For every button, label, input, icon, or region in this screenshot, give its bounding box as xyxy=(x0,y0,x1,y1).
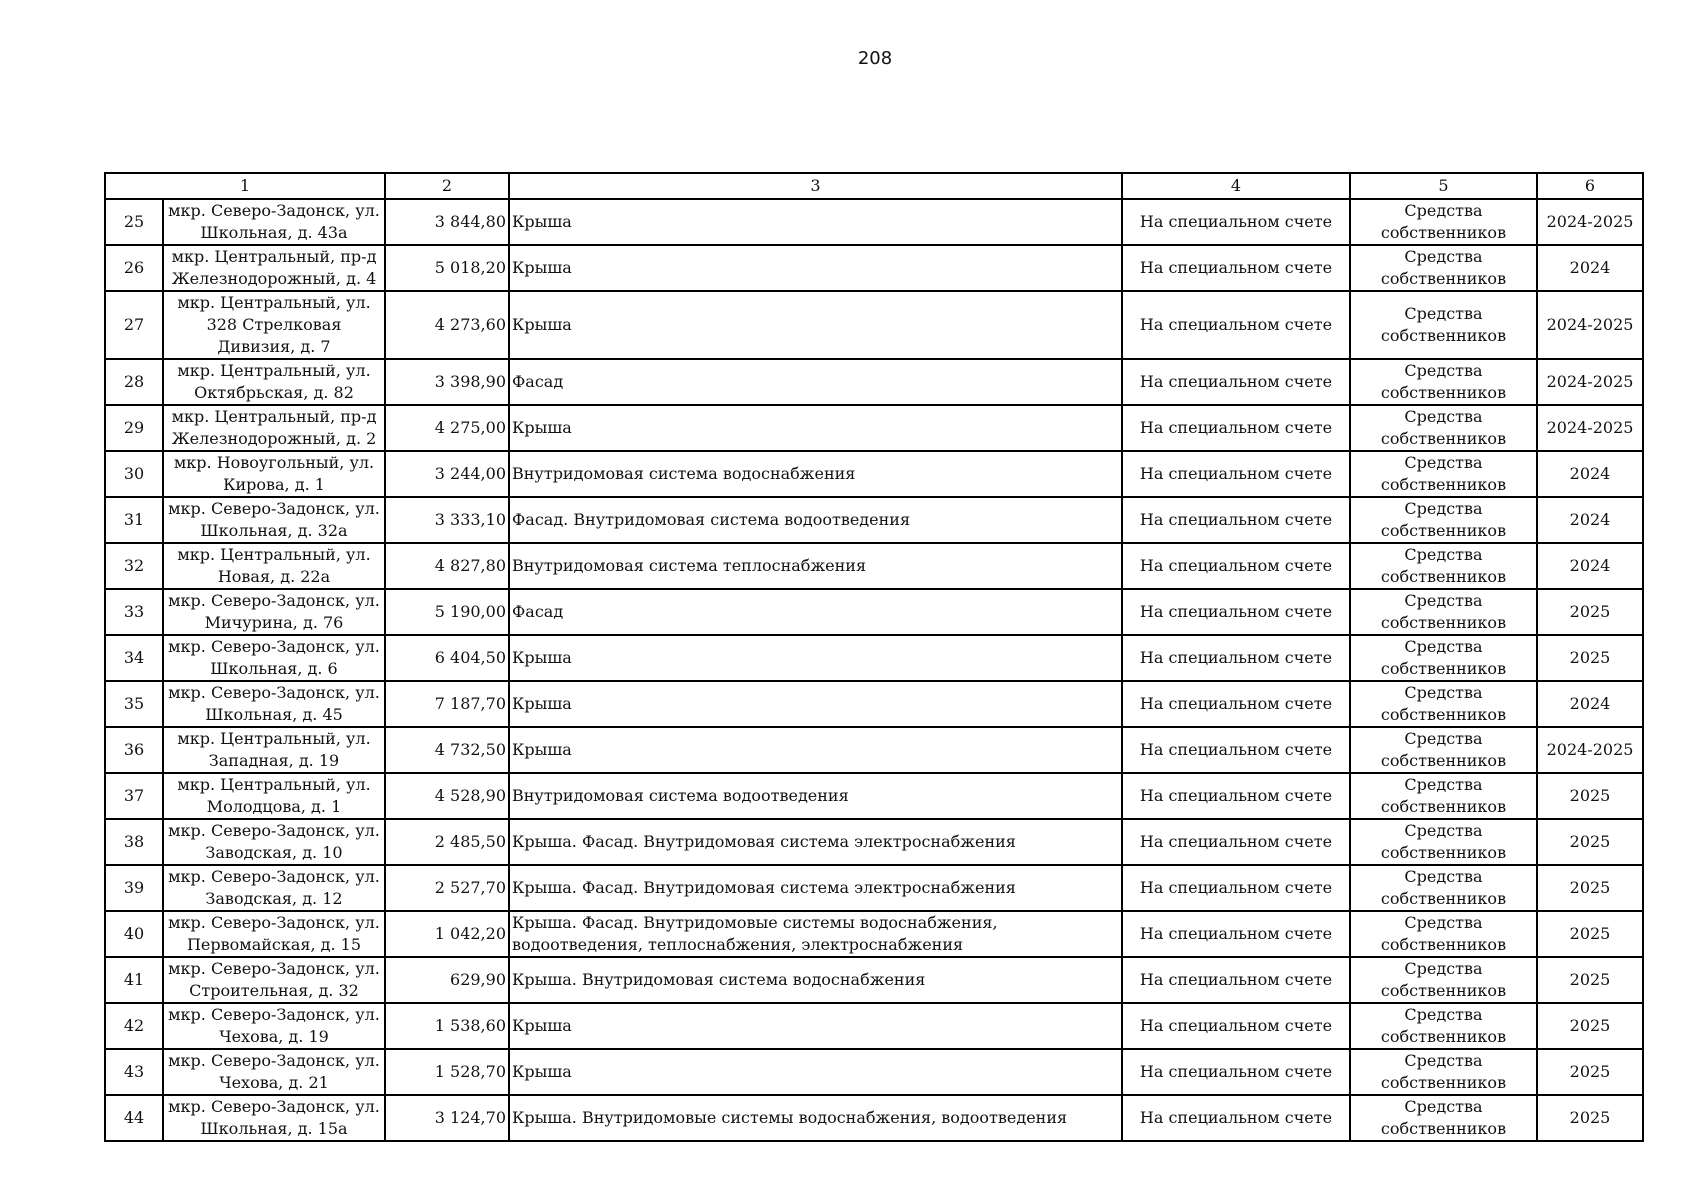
funding-source-cell: Средства собственников xyxy=(1350,1049,1537,1095)
table-row xyxy=(105,635,1643,681)
work-type-cell: Крыша xyxy=(509,635,1122,681)
period-cell: 2025 xyxy=(1537,819,1643,865)
table-row xyxy=(105,1095,1643,1141)
row-number-cell: 39 xyxy=(105,865,163,911)
work-type-cell: Крыша. Фасад. Внутридомовая система электроснабжения xyxy=(509,819,1122,865)
work-type-cell: Крыша xyxy=(509,1003,1122,1049)
table-row xyxy=(105,497,1643,543)
row-number-cell: 27 xyxy=(105,291,163,359)
area-cell: 4 827,80 xyxy=(385,543,509,589)
address-cell: мкр. Северо-Задонск, ул. Заводская, д. 12 xyxy=(163,865,385,911)
row-number-cell: 28 xyxy=(105,359,163,405)
table-row xyxy=(105,199,1643,245)
area-cell: 1 042,20 xyxy=(385,911,509,957)
table-row xyxy=(105,911,1643,957)
period-cell: 2024-2025 xyxy=(1537,359,1643,405)
period-cell: 2025 xyxy=(1537,911,1643,957)
row-number-cell: 40 xyxy=(105,911,163,957)
work-type-cell: Крыша. Внутридомовые системы водоснабжения, водоотведения xyxy=(509,1095,1122,1141)
area-cell: 6 404,50 xyxy=(385,635,509,681)
period-cell: 2024-2025 xyxy=(1537,199,1643,245)
work-type-cell: Фасад. Внутридомовая система водоотведения xyxy=(509,497,1122,543)
table-row xyxy=(105,1003,1643,1049)
header-row xyxy=(105,173,1643,199)
funding-method-cell: На специальном счете xyxy=(1122,245,1350,291)
area-cell: 3 398,90 xyxy=(385,359,509,405)
row-number-cell: 30 xyxy=(105,451,163,497)
address-cell: мкр. Новоугольный, ул. Кирова, д. 1 xyxy=(163,451,385,497)
funding-source-cell: Средства собственников xyxy=(1350,1095,1537,1141)
table-row xyxy=(105,451,1643,497)
table-row xyxy=(105,405,1643,451)
area-cell: 1 528,70 xyxy=(385,1049,509,1095)
area-cell: 4 528,90 xyxy=(385,773,509,819)
column-header: 4 xyxy=(1122,173,1350,199)
work-type-cell: Фасад xyxy=(509,359,1122,405)
work-type-cell: Фасад xyxy=(509,589,1122,635)
address-cell: мкр. Северо-Задонск, ул. Школьная, д. 15а xyxy=(163,1095,385,1141)
row-number-cell: 26 xyxy=(105,245,163,291)
funding-method-cell: На специальном счете xyxy=(1122,911,1350,957)
period-cell: 2025 xyxy=(1537,635,1643,681)
funding-source-cell: Средства собственников xyxy=(1350,451,1537,497)
row-number-cell: 25 xyxy=(105,199,163,245)
address-cell: мкр. Северо-Задонск, ул. Мичурина, д. 76 xyxy=(163,589,385,635)
row-number-cell: 42 xyxy=(105,1003,163,1049)
work-type-cell: Крыша. Фасад. Внутридомовая система электроснабжения xyxy=(509,865,1122,911)
funding-source-cell: Средства собственников xyxy=(1350,543,1537,589)
area-cell: 4 273,60 xyxy=(385,291,509,359)
period-cell: 2025 xyxy=(1537,957,1643,1003)
funding-source-cell: Средства собственников xyxy=(1350,727,1537,773)
funding-method-cell: На специальном счете xyxy=(1122,291,1350,359)
column-header: 5 xyxy=(1350,173,1537,199)
address-cell: мкр. Центральный, ул. Новая, д. 22а xyxy=(163,543,385,589)
area-cell: 3 333,10 xyxy=(385,497,509,543)
row-number-cell: 38 xyxy=(105,819,163,865)
address-cell: мкр. Центральный, ул. Молодцова, д. 1 xyxy=(163,773,385,819)
area-cell: 4 732,50 xyxy=(385,727,509,773)
address-cell: мкр. Северо-Задонск, ул. Школьная, д. 43а xyxy=(163,199,385,245)
funding-method-cell: На специальном счете xyxy=(1122,957,1350,1003)
work-type-cell: Крыша xyxy=(509,681,1122,727)
period-cell: 2024 xyxy=(1537,497,1643,543)
period-cell: 2025 xyxy=(1537,1003,1643,1049)
funding-method-cell: На специальном счете xyxy=(1122,451,1350,497)
area-cell: 1 538,60 xyxy=(385,1003,509,1049)
funding-method-cell: На специальном счете xyxy=(1122,1049,1350,1095)
period-cell: 2024 xyxy=(1537,681,1643,727)
funding-source-cell: Средства собственников xyxy=(1350,291,1537,359)
address-cell: мкр. Северо-Задонск, ул. Заводская, д. 10 xyxy=(163,819,385,865)
table-row xyxy=(105,865,1643,911)
funding-method-cell: На специальном счете xyxy=(1122,359,1350,405)
funding-method-cell: На специальном счете xyxy=(1122,589,1350,635)
funding-method-cell: На специальном счете xyxy=(1122,819,1350,865)
work-type-cell: Внутридомовая система теплоснабжения xyxy=(509,543,1122,589)
address-cell: мкр. Центральный, ул. 328 Стрелковая Дивизия, д. 7 xyxy=(163,291,385,359)
funding-method-cell: На специальном счете xyxy=(1122,199,1350,245)
address-cell: мкр. Северо-Задонск, ул. Чехова, д. 21 xyxy=(163,1049,385,1095)
address-cell: мкр. Центральный, ул. Западная, д. 19 xyxy=(163,727,385,773)
row-number-cell: 33 xyxy=(105,589,163,635)
funding-source-cell: Средства собственников xyxy=(1350,865,1537,911)
address-cell: мкр. Северо-Задонск, ул. Школьная, д. 6 xyxy=(163,635,385,681)
funding-method-cell: На специальном счете xyxy=(1122,543,1350,589)
column-header: 3 xyxy=(509,173,1122,199)
table-row xyxy=(105,589,1643,635)
funding-source-cell: Средства собственников xyxy=(1350,589,1537,635)
area-cell: 3 124,70 xyxy=(385,1095,509,1141)
period-cell: 2025 xyxy=(1537,1095,1643,1141)
column-header: 2 xyxy=(385,173,509,199)
table-row xyxy=(105,681,1643,727)
period-cell: 2024-2025 xyxy=(1537,405,1643,451)
funding-method-cell: На специальном счете xyxy=(1122,727,1350,773)
work-type-cell: Крыша xyxy=(509,199,1122,245)
table-row xyxy=(105,957,1643,1003)
period-cell: 2025 xyxy=(1537,589,1643,635)
row-number-cell: 29 xyxy=(105,405,163,451)
period-cell: 2024 xyxy=(1537,543,1643,589)
work-type-cell: Крыша xyxy=(509,1049,1122,1095)
row-number-cell: 34 xyxy=(105,635,163,681)
funding-method-cell: На специальном счете xyxy=(1122,773,1350,819)
row-number-cell: 41 xyxy=(105,957,163,1003)
area-cell: 2 485,50 xyxy=(385,819,509,865)
table-row xyxy=(105,291,1643,359)
row-number-cell: 37 xyxy=(105,773,163,819)
funding-method-cell: На специальном счете xyxy=(1122,865,1350,911)
address-cell: мкр. Северо-Задонск, ул. Школьная, д. 32а xyxy=(163,497,385,543)
funding-source-cell: Средства собственников xyxy=(1350,635,1537,681)
work-type-cell: Крыша. Фасад. Внутридомовые системы водоснабжения, водоотведения, теплоснабжения, электроснабжения xyxy=(509,911,1122,957)
column-header: 6 xyxy=(1537,173,1643,199)
work-type-cell: Крыша xyxy=(509,405,1122,451)
period-cell: 2024-2025 xyxy=(1537,727,1643,773)
table-row xyxy=(105,819,1643,865)
period-cell: 2025 xyxy=(1537,1049,1643,1095)
table-row xyxy=(105,543,1643,589)
row-number-cell: 35 xyxy=(105,681,163,727)
address-cell: мкр. Центральный, ул. Октябрьская, д. 82 xyxy=(163,359,385,405)
address-cell: мкр. Северо-Задонск, ул. Первомайская, д. 15 xyxy=(163,911,385,957)
funding-source-cell: Средства собственников xyxy=(1350,957,1537,1003)
row-number-cell: 36 xyxy=(105,727,163,773)
area-cell: 5 190,00 xyxy=(385,589,509,635)
work-type-cell: Крыша xyxy=(509,727,1122,773)
funding-method-cell: На специальном счете xyxy=(1122,635,1350,681)
capital-repair-table xyxy=(104,172,1644,1142)
row-number-cell: 31 xyxy=(105,497,163,543)
funding-source-cell: Средства собственников xyxy=(1350,497,1537,543)
period-cell: 2024 xyxy=(1537,451,1643,497)
funding-method-cell: На специальном счете xyxy=(1122,405,1350,451)
funding-source-cell: Средства собственников xyxy=(1350,405,1537,451)
period-cell: 2024 xyxy=(1537,245,1643,291)
period-cell: 2024-2025 xyxy=(1537,291,1643,359)
funding-source-cell: Средства собственников xyxy=(1350,245,1537,291)
funding-source-cell: Средства собственников xyxy=(1350,359,1537,405)
work-type-cell: Внутридомовая система водоснабжения xyxy=(509,451,1122,497)
table-body xyxy=(105,199,1643,1141)
row-number-cell: 43 xyxy=(105,1049,163,1095)
funding-source-cell: Средства собственников xyxy=(1350,199,1537,245)
table-row xyxy=(105,773,1643,819)
row-number-cell: 32 xyxy=(105,543,163,589)
period-cell: 2025 xyxy=(1537,865,1643,911)
page-number: 208 xyxy=(857,48,893,69)
funding-source-cell: Средства собственников xyxy=(1350,819,1537,865)
work-type-cell: Крыша. Внутридомовая система водоснабжения xyxy=(509,957,1122,1003)
address-cell: мкр. Северо-Задонск, ул. Строительная, д. 32 xyxy=(163,957,385,1003)
work-type-cell: Крыша xyxy=(509,291,1122,359)
funding-source-cell: Средства собственников xyxy=(1350,1003,1537,1049)
area-cell: 2 527,70 xyxy=(385,865,509,911)
address-cell: мкр. Центральный, пр-д Железнодорожный, д. 4 xyxy=(163,245,385,291)
column-header: 1 xyxy=(105,173,385,199)
funding-method-cell: На специальном счете xyxy=(1122,681,1350,727)
table-row xyxy=(105,359,1643,405)
area-cell: 3 244,00 xyxy=(385,451,509,497)
address-cell: мкр. Северо-Задонск, ул. Школьная, д. 45 xyxy=(163,681,385,727)
table-row xyxy=(105,245,1643,291)
area-cell: 3 844,80 xyxy=(385,199,509,245)
area-cell: 629,90 xyxy=(385,957,509,1003)
table-row xyxy=(105,727,1643,773)
period-cell: 2025 xyxy=(1537,773,1643,819)
funding-source-cell: Средства собственников xyxy=(1350,911,1537,957)
address-cell: мкр. Центральный, пр-д Железнодорожный, д. 2 xyxy=(163,405,385,451)
table-row xyxy=(105,1049,1643,1095)
funding-method-cell: На специальном счете xyxy=(1122,1003,1350,1049)
funding-method-cell: На специальном счете xyxy=(1122,497,1350,543)
funding-method-cell: На специальном счете xyxy=(1122,1095,1350,1141)
area-cell: 7 187,70 xyxy=(385,681,509,727)
funding-source-cell: Средства собственников xyxy=(1350,773,1537,819)
work-type-cell: Крыша xyxy=(509,245,1122,291)
row-number-cell: 44 xyxy=(105,1095,163,1141)
area-cell: 4 275,00 xyxy=(385,405,509,451)
address-cell: мкр. Северо-Задонск, ул. Чехова, д. 19 xyxy=(163,1003,385,1049)
work-type-cell: Внутридомовая система водоотведения xyxy=(509,773,1122,819)
area-cell: 5 018,20 xyxy=(385,245,509,291)
funding-source-cell: Средства собственников xyxy=(1350,681,1537,727)
